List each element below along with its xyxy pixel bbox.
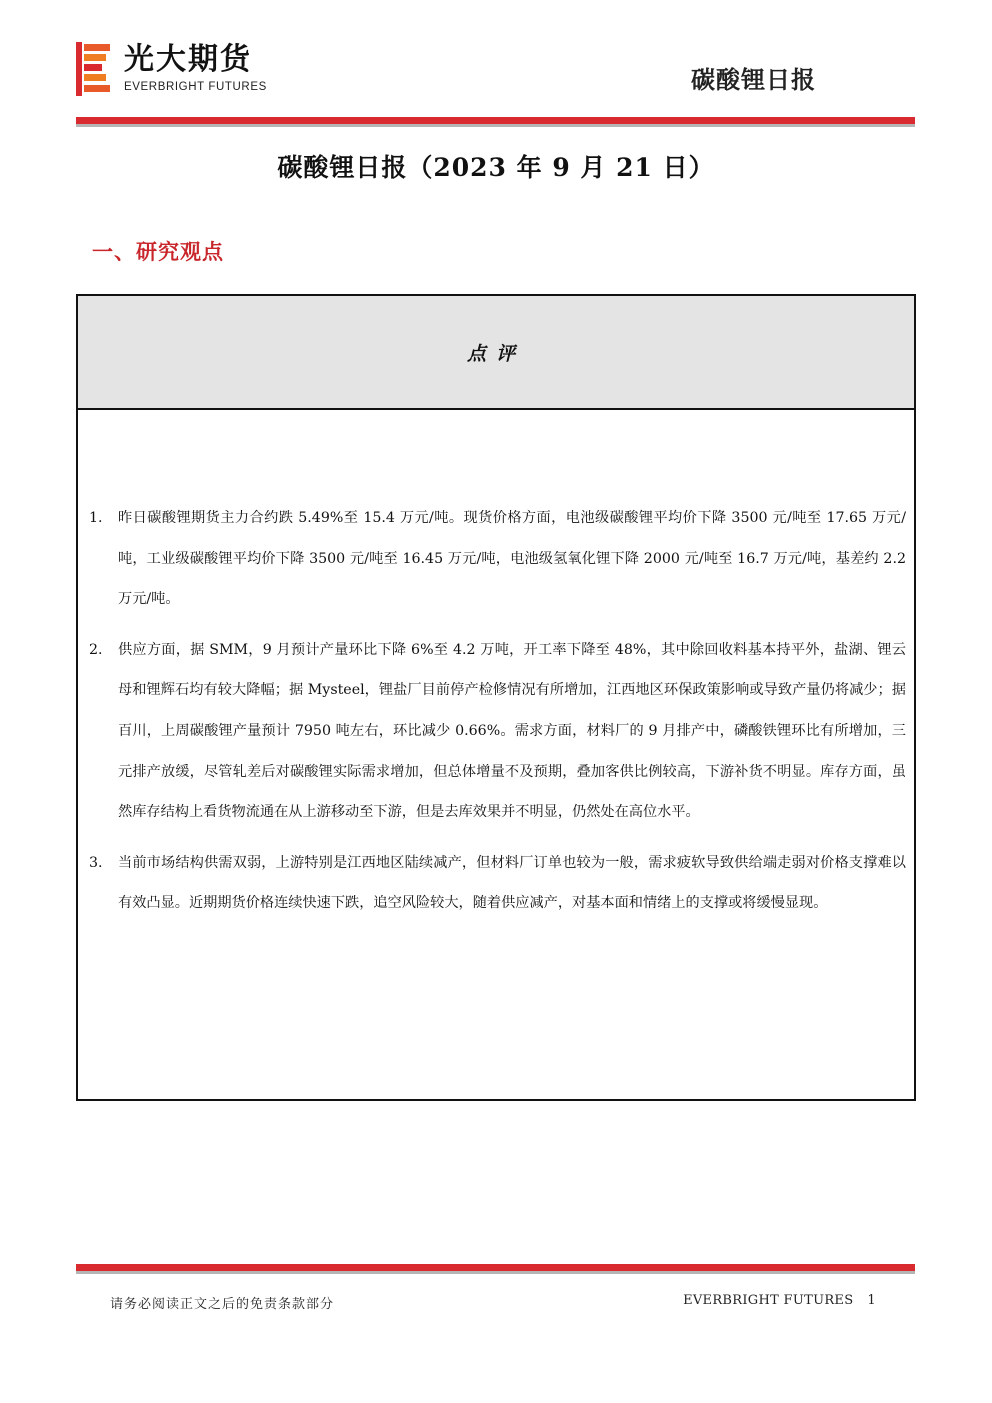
header-rule — [76, 117, 915, 124]
commentary-header-label: 点评 — [466, 342, 525, 365]
footer-rule — [76, 1264, 915, 1271]
list-item — [78, 498, 914, 620]
list-item-number: 3. — [89, 854, 103, 871]
report-name: 碳酸锂日报 — [691, 66, 816, 94]
logo-chinese-name: 光大期货 — [124, 42, 252, 77]
list-item-text: 昨日碳酸锂期货主力合约跌 5.49%至 15.4 万元/吨。现货价格方面，电池级碳酸锂平均价下降 3500 元/吨至 17.65 万元/吨，工业级碳酸锂平均价下降 3500 元/吨至 16.45 万元/吨，电池级氢氧化锂下降 2000 元/吨至 16.7 万元/吨，基差约 2.2 万元/吨。 — [118, 510, 906, 608]
everbright-logo-icon — [76, 42, 112, 96]
page-title: 碳酸锂日报（2023 年 9 月 21 日） — [277, 153, 715, 182]
footer-company — [683, 1293, 876, 1308]
list-item-text: 当前市场结构供需双弱，上游特别是江西地区陆续减产，但材料厂订单也较为一般，需求疲软导致供给端走弱对价格支撑难以有效凸显。近期期货价格连续快速下跌，追空风险较大，随着供应减产，对基本面和情绪上的支撑或将缓慢显现。 — [118, 854, 906, 912]
list-item — [78, 843, 914, 924]
list-item-text: 供应方面，据 SMM，9 月预计产量环比下降 6%至 4.2 万吨，开工率下降至 48%，其中除回收料基本持平外，盐湖、锂云母和锂辉石均有较大降幅；据 Mysteel，锂盐厂目前停产检修情况有所增加，江西地区环保政策影响或导致产量仍将减少；据百川，上周碳酸锂产量预计 7950 吨左右，环比减少 0.66%。需求方面，材料厂的 9 月排产中，磷酸铁锂环比有所增加，三元排产放缓，尽管轧差后对碳酸锂实际需求增加，但总体增量不及预期，叠加客供比例较高，下游补货不明显。库存方面，虽然库存结构上看货物流通在从上游移动至下游，但是去库效果并不明显，仍然处在高位水平。 — [118, 641, 906, 821]
header-rule-shadow — [76, 124, 915, 127]
commentary-list — [78, 498, 914, 934]
list-item-number: 2. — [89, 641, 103, 658]
company-logo — [76, 42, 286, 98]
list-item — [78, 630, 914, 833]
commentary-table — [76, 294, 916, 1101]
list-item-number: 1. — [89, 510, 103, 526]
footer-company-name: EVERBRIGHT FUTURES — [683, 1293, 854, 1308]
section-heading: 一、研究观点 — [92, 239, 224, 264]
page-number: 1 — [867, 1293, 876, 1308]
logo-english-name: EVERBRIGHT FUTURES — [124, 81, 267, 93]
footer-rule-shadow — [76, 1271, 915, 1274]
commentary-table-header — [78, 296, 914, 410]
footer-disclaimer: 请务必阅读正文之后的免责条款部分 — [110, 1297, 335, 1312]
